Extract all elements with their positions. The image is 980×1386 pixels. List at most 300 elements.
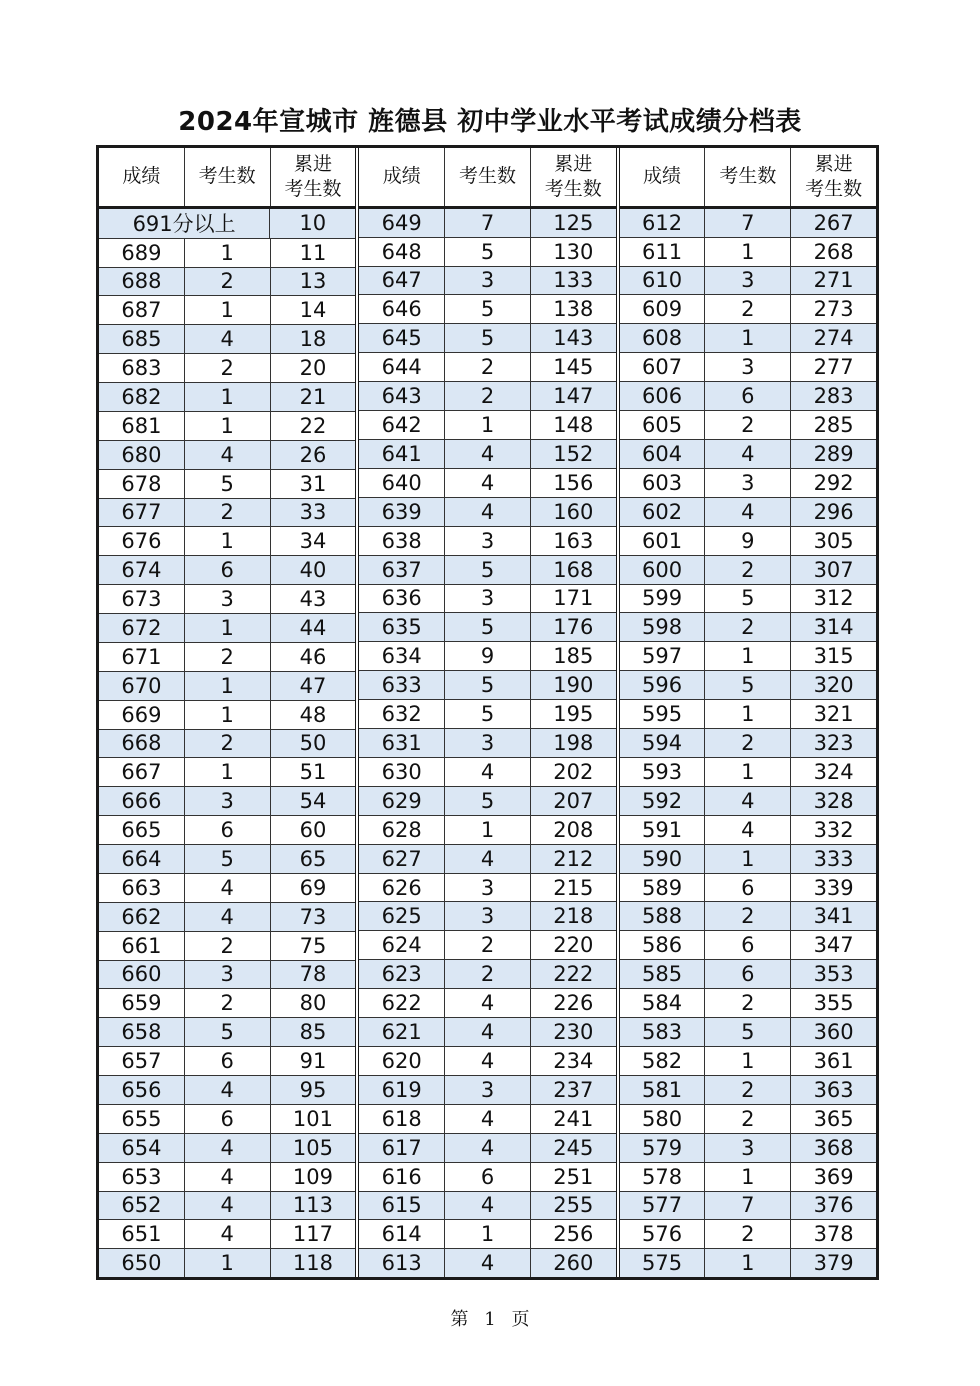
count-cell: 2 — [704, 556, 790, 584]
cumulative-cell: 360 — [790, 1018, 876, 1046]
table-row — [359, 787, 615, 816]
count-cell: 5 — [444, 700, 530, 728]
count-cell: 5 — [444, 324, 530, 352]
table-row — [359, 238, 615, 267]
count-cell: 2 — [444, 960, 530, 988]
table-row — [99, 1163, 355, 1192]
table-row — [620, 353, 876, 382]
table-row — [620, 729, 876, 758]
cumulative-cell: 234 — [530, 1047, 616, 1075]
score-cell: 671 — [121, 644, 162, 669]
table-row — [359, 498, 615, 527]
count-cell: 5 — [184, 1018, 270, 1046]
cumulative-cell: 296 — [790, 498, 876, 526]
table-row — [99, 527, 355, 556]
score-cell: 641 — [381, 441, 422, 466]
score-cell: 575 — [642, 1251, 683, 1276]
score-cell: 630 — [381, 759, 422, 784]
cumulative-cell: 218 — [530, 902, 616, 930]
table-row — [99, 874, 355, 903]
footer-suffix: 页 — [511, 1309, 530, 1330]
score-cell: 596 — [642, 673, 683, 698]
score-cell: 634 — [381, 644, 422, 669]
score-cell: 594 — [642, 730, 683, 755]
count-cell: 6 — [184, 556, 270, 584]
cumulative-cell: 260 — [530, 1249, 616, 1277]
score-cell: 625 — [381, 904, 422, 929]
count-cell: 2 — [704, 1220, 790, 1248]
table-row — [359, 729, 615, 758]
cumulative-cell: 215 — [530, 874, 616, 902]
count-cell: 4 — [444, 1249, 530, 1277]
score-cell: 655 — [121, 1106, 162, 1131]
cumulative-cell: 69 — [270, 874, 356, 902]
cumulative-cell: 91 — [270, 1047, 356, 1075]
table-row — [359, 1192, 615, 1221]
cumulative-cell: 145 — [530, 353, 616, 381]
count-cell: 1 — [704, 758, 790, 786]
table-row — [99, 1134, 355, 1163]
score-cell: 580 — [642, 1106, 683, 1131]
cumulative-cell: 256 — [530, 1220, 616, 1248]
score-cell: 598 — [642, 615, 683, 640]
count-cell: 3 — [704, 353, 790, 381]
cumulative-cell: 315 — [790, 642, 876, 670]
cumulative-cell: 255 — [530, 1192, 616, 1220]
cumulative-cell: 190 — [530, 671, 616, 699]
cumulative-cell: 361 — [790, 1047, 876, 1075]
score-cell: 645 — [381, 326, 422, 351]
score-table — [96, 145, 879, 1280]
count-cell: 1 — [704, 238, 790, 266]
table-row — [620, 498, 876, 527]
count-cell: 6 — [704, 960, 790, 988]
table-row — [359, 816, 615, 845]
score-cell: 603 — [642, 470, 683, 495]
count-cell: 1 — [184, 412, 270, 440]
score-cell: 609 — [642, 297, 683, 322]
count-cell: 1 — [184, 239, 270, 267]
count-cell: 6 — [184, 1105, 270, 1133]
cumulative-cell: 222 — [530, 960, 616, 988]
table-row — [620, 1192, 876, 1221]
count-cell: 4 — [444, 498, 530, 526]
table-row — [99, 701, 355, 730]
score-cell: 646 — [381, 297, 422, 322]
score-cell: 617 — [381, 1135, 422, 1160]
score-cell: 656 — [121, 1077, 162, 1102]
count-cell: 1 — [184, 296, 270, 324]
score-cell: 632 — [381, 702, 422, 727]
cumulative-cell: 273 — [790, 295, 876, 323]
table-row — [359, 931, 615, 960]
cumulative-cell: 46 — [270, 643, 356, 671]
score-cell: 601 — [642, 528, 683, 553]
count-cell: 2 — [704, 902, 790, 930]
cumulative-cell: 31 — [270, 470, 356, 498]
cumulative-cell: 289 — [790, 440, 876, 468]
cumulative-cell: 245 — [530, 1134, 616, 1162]
score-cell: 642 — [381, 413, 422, 438]
table-row — [359, 324, 615, 353]
table-row — [620, 642, 876, 671]
count-cell: 5 — [444, 787, 530, 815]
score-cell: 619 — [381, 1077, 422, 1102]
table-row — [620, 1163, 876, 1192]
cumulative-cell: 226 — [530, 989, 616, 1017]
cumulative-cell: 202 — [530, 758, 616, 786]
table-row — [99, 787, 355, 816]
score-cell: 584 — [642, 991, 683, 1016]
score-cell: 662 — [121, 904, 162, 929]
cumulative-cell: 207 — [530, 787, 616, 815]
table-row — [99, 325, 355, 354]
table-row — [99, 1018, 355, 1047]
count-cell: 1 — [704, 1163, 790, 1191]
count-cell: 1 — [184, 383, 270, 411]
cumulative-cell: 143 — [530, 324, 616, 352]
table-row — [99, 932, 355, 961]
table-row — [359, 613, 615, 642]
score-cell: 618 — [381, 1106, 422, 1131]
score-cell: 586 — [642, 933, 683, 958]
cumulative-cell: 26 — [270, 441, 356, 469]
count-cell: 7 — [704, 209, 790, 237]
count-cell: 3 — [444, 902, 530, 930]
header-cumulative-line1: 累进 — [293, 152, 332, 175]
count-cell: 6 — [184, 816, 270, 844]
table-row — [359, 1105, 615, 1134]
count-cell: 4 — [184, 325, 270, 353]
cumulative-cell: 363 — [790, 1076, 876, 1104]
score-cell: 670 — [121, 673, 162, 698]
count-cell: 4 — [184, 441, 270, 469]
table-row — [359, 700, 615, 729]
table-row — [620, 238, 876, 267]
cumulative-cell: 333 — [790, 845, 876, 873]
score-cell: 649 — [381, 210, 422, 235]
count-cell: 4 — [444, 1105, 530, 1133]
count-cell: 3 — [444, 527, 530, 555]
table-row — [359, 267, 615, 296]
count-cell: 4 — [444, 1018, 530, 1046]
cumulative-cell: 118 — [270, 1249, 356, 1277]
count-cell: 1 — [444, 1220, 530, 1248]
cumulative-cell: 50 — [270, 730, 356, 758]
cumulative-cell: 353 — [790, 960, 876, 988]
cumulative-cell: 268 — [790, 238, 876, 266]
cumulative-cell: 130 — [530, 238, 616, 266]
cumulative-cell: 324 — [790, 758, 876, 786]
score-cell: 589 — [642, 875, 683, 900]
score-cell: 626 — [381, 875, 422, 900]
table-row — [359, 382, 615, 411]
cumulative-cell: 230 — [530, 1018, 616, 1046]
cumulative-cell: 80 — [270, 989, 356, 1017]
score-cell: 681 — [121, 413, 162, 438]
table-row — [620, 902, 876, 931]
table-row — [359, 411, 615, 440]
cumulative-cell: 43 — [270, 585, 356, 613]
count-cell: 4 — [184, 1220, 270, 1248]
score-cell: 579 — [642, 1135, 683, 1160]
table-row — [620, 1249, 876, 1277]
count-cell: 6 — [704, 874, 790, 902]
count-cell: 4 — [704, 816, 790, 844]
count-cell: 5 — [704, 671, 790, 699]
table-row — [620, 1047, 876, 1076]
cumulative-cell: 251 — [530, 1163, 616, 1191]
score-cell: 633 — [381, 673, 422, 698]
count-cell: 3 — [184, 961, 270, 989]
cumulative-cell: 220 — [530, 931, 616, 959]
cumulative-cell: 171 — [530, 585, 616, 613]
score-cell: 657 — [121, 1049, 162, 1074]
score-cell: 676 — [121, 529, 162, 554]
cumulative-cell: 212 — [530, 845, 616, 873]
score-cell: 629 — [381, 788, 422, 813]
score-cell: 651 — [121, 1222, 162, 1247]
cumulative-cell: 168 — [530, 556, 616, 584]
score-cell: 581 — [642, 1077, 683, 1102]
count-cell: 1 — [184, 1249, 270, 1277]
table-row — [359, 1134, 615, 1163]
score-cell: 631 — [381, 730, 422, 755]
table-row — [99, 354, 355, 383]
score-cell: 680 — [121, 442, 162, 467]
score-cell: 614 — [381, 1222, 422, 1247]
score-cell: 650 — [121, 1251, 162, 1276]
table-row — [359, 902, 615, 931]
table-row — [99, 1076, 355, 1105]
header-cumulative — [790, 148, 876, 206]
cumulative-cell: 147 — [530, 382, 616, 410]
cumulative-cell: 267 — [790, 209, 876, 237]
table-row — [359, 845, 615, 874]
cumulative-cell: 312 — [790, 585, 876, 613]
table-row — [620, 469, 876, 498]
header-count: 考生数 — [444, 148, 530, 206]
table-row — [620, 671, 876, 700]
score-cell: 592 — [642, 788, 683, 813]
table-row — [359, 527, 615, 556]
count-cell: 1 — [184, 701, 270, 729]
score-cell: 682 — [121, 384, 162, 409]
score-cell: 666 — [121, 789, 162, 814]
score-cell: 687 — [121, 298, 162, 323]
score-cell: 613 — [381, 1251, 422, 1276]
score-cell: 585 — [642, 962, 683, 987]
cumulative-cell: 160 — [530, 498, 616, 526]
table-row — [359, 1047, 615, 1076]
table-row — [99, 470, 355, 499]
cumulative-cell: 22 — [270, 412, 356, 440]
table-row — [99, 643, 355, 672]
table-row — [620, 845, 876, 874]
count-cell: 2 — [444, 382, 530, 410]
cumulative-cell: 109 — [270, 1163, 356, 1191]
score-cell: 669 — [121, 702, 162, 727]
count-cell: 6 — [704, 931, 790, 959]
table-row — [359, 353, 615, 382]
score-cell: 660 — [121, 962, 162, 987]
cumulative-cell: 75 — [270, 932, 356, 960]
count-cell: 4 — [444, 845, 530, 873]
table-row — [620, 1220, 876, 1249]
table-row — [99, 730, 355, 759]
score-cell: 597 — [642, 644, 683, 669]
cumulative-cell: 48 — [270, 701, 356, 729]
table-row — [99, 1105, 355, 1134]
score-cell: 667 — [121, 760, 162, 785]
cumulative-cell: 101 — [270, 1105, 356, 1133]
table-row — [359, 556, 615, 585]
count-cell: 1 — [444, 816, 530, 844]
score-cell: 636 — [381, 586, 422, 611]
table-row — [359, 874, 615, 903]
count-cell: 1 — [704, 324, 790, 352]
header-count: 考生数 — [184, 148, 270, 206]
count-cell: 3 — [444, 874, 530, 902]
count-cell: 2 — [704, 989, 790, 1017]
count-cell: 2 — [184, 354, 270, 382]
count-cell: 4 — [704, 440, 790, 468]
count-cell: 4 — [184, 1163, 270, 1191]
table-row — [620, 527, 876, 556]
table-row — [359, 1249, 615, 1277]
cumulative-cell: 368 — [790, 1134, 876, 1162]
count-cell: 7 — [704, 1192, 790, 1220]
score-cell: 673 — [121, 587, 162, 612]
table-row — [359, 469, 615, 498]
cumulative-cell: 10 — [269, 209, 355, 238]
score-cell: 683 — [121, 356, 162, 381]
score-cell: 591 — [642, 817, 683, 842]
header-score: 成绩 — [382, 165, 421, 188]
count-cell: 2 — [184, 932, 270, 960]
table-row — [620, 758, 876, 787]
table-row — [99, 845, 355, 874]
score-cell: 663 — [121, 875, 162, 900]
table-row — [359, 1018, 615, 1047]
count-cell: 3 — [704, 267, 790, 295]
count-cell: 3 — [444, 267, 530, 295]
count-cell: 2 — [704, 411, 790, 439]
cumulative-cell: 33 — [270, 499, 356, 527]
table-row — [620, 613, 876, 642]
cumulative-cell: 320 — [790, 671, 876, 699]
table-row — [99, 268, 355, 297]
score-cell: 628 — [381, 817, 422, 842]
count-cell: 4 — [444, 758, 530, 786]
page-footer — [0, 1305, 980, 1331]
table-row — [620, 700, 876, 729]
cumulative-cell: 277 — [790, 353, 876, 381]
table-row — [620, 209, 876, 238]
table-row — [359, 671, 615, 700]
score-cell: 689 — [121, 240, 162, 265]
table-row — [620, 556, 876, 585]
score-cell: 664 — [121, 846, 162, 871]
count-cell: 2 — [704, 1076, 790, 1104]
header-cumulative-line2: 考生数 — [284, 177, 342, 200]
table-row — [620, 1018, 876, 1047]
table-header — [620, 148, 876, 209]
count-cell: 2 — [184, 643, 270, 671]
table-row — [620, 411, 876, 440]
table-row — [620, 440, 876, 469]
score-cell: 648 — [381, 239, 422, 264]
count-cell: 1 — [704, 700, 790, 728]
cumulative-cell: 332 — [790, 816, 876, 844]
header-count: 考生数 — [704, 148, 790, 206]
score-cell: 659 — [121, 991, 162, 1016]
score-cell: 622 — [381, 991, 422, 1016]
score-cell: 600 — [642, 557, 683, 582]
cumulative-cell: 339 — [790, 874, 876, 902]
count-cell: 1 — [444, 411, 530, 439]
cumulative-cell: 355 — [790, 989, 876, 1017]
footer-prefix: 第 — [450, 1309, 469, 1330]
score-cell: 593 — [642, 759, 683, 784]
score-cell: 652 — [121, 1193, 162, 1218]
table-row — [359, 585, 615, 614]
score-cell: 678 — [121, 471, 162, 496]
score-cell: 643 — [381, 384, 422, 409]
cumulative-cell: 20 — [270, 354, 356, 382]
count-cell: 4 — [444, 469, 530, 497]
score-cell: 616 — [381, 1164, 422, 1189]
count-cell: 2 — [184, 730, 270, 758]
table-header — [99, 148, 355, 209]
cumulative-cell: 292 — [790, 469, 876, 497]
cumulative-cell: 176 — [530, 613, 616, 641]
table-row — [359, 295, 615, 324]
table-row — [359, 989, 615, 1018]
cumulative-cell: 65 — [270, 845, 356, 873]
table-row — [99, 296, 355, 325]
count-cell: 4 — [704, 787, 790, 815]
score-cell: 615 — [381, 1193, 422, 1218]
cumulative-cell: 54 — [270, 787, 356, 815]
score-cell: 665 — [121, 818, 162, 843]
count-cell: 7 — [444, 209, 530, 237]
table-row — [99, 556, 355, 585]
score-cell: 590 — [642, 846, 683, 871]
count-cell: 3 — [444, 585, 530, 613]
score-cell: 647 — [381, 268, 422, 293]
table-row — [99, 412, 355, 441]
score-cell: 653 — [121, 1164, 162, 1189]
count-cell: 3 — [704, 469, 790, 497]
cumulative-cell: 347 — [790, 931, 876, 959]
count-cell: 4 — [184, 1076, 270, 1104]
score-cell: 644 — [381, 355, 422, 380]
cumulative-cell: 198 — [530, 729, 616, 757]
cumulative-cell: 138 — [530, 295, 616, 323]
cumulative-cell: 365 — [790, 1105, 876, 1133]
cumulative-cell: 113 — [270, 1192, 356, 1220]
count-cell: 4 — [444, 1134, 530, 1162]
cumulative-cell: 14 — [270, 296, 356, 324]
cumulative-cell: 163 — [530, 527, 616, 555]
count-cell: 1 — [184, 758, 270, 786]
table-row — [620, 960, 876, 989]
page-title: 2024年宣城市 旌德县 初中学业水平考试成绩分档表 — [178, 107, 802, 137]
count-cell: 5 — [184, 845, 270, 873]
score-cell: 688 — [121, 269, 162, 294]
cumulative-cell: 285 — [790, 411, 876, 439]
